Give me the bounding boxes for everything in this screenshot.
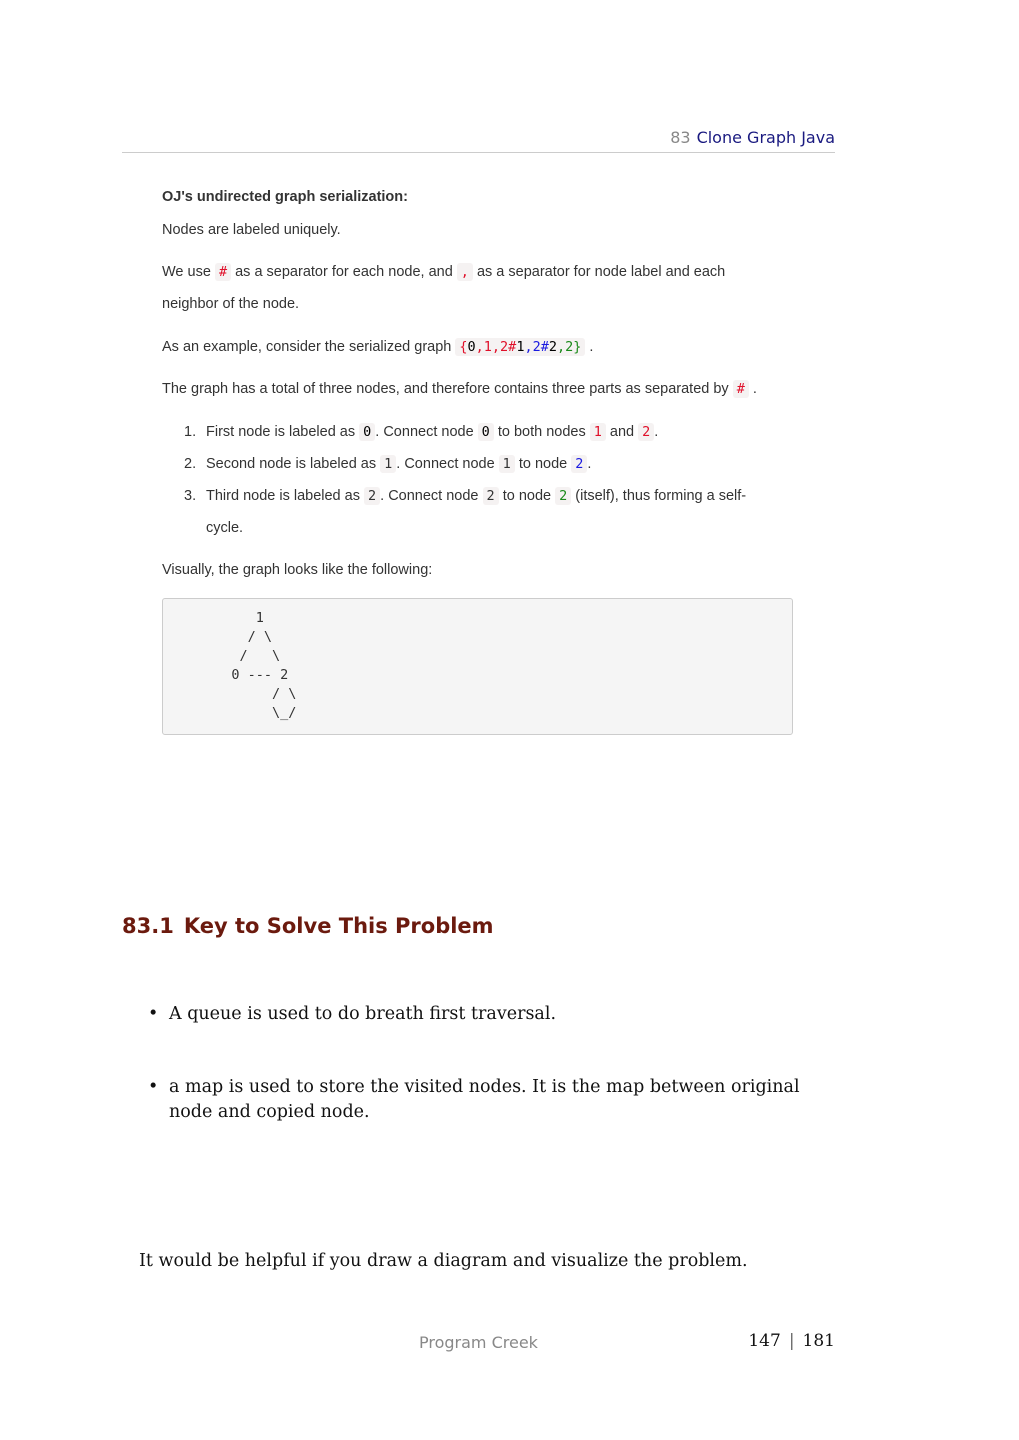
content-heading: OJ's undirected graph serialization:	[162, 189, 408, 205]
closing-paragraph: It would be helpful if you draw a diagram and visualize the problem.	[139, 1251, 748, 1271]
paragraph: As an example, consider the serialized graph {0,1,2#1,2#2,2} .	[162, 339, 594, 355]
bullet-item: • A queue is used to do breath first traversal.	[148, 1004, 557, 1024]
footer-title: Program Creek	[419, 1333, 538, 1352]
paragraph: We use # as a separator for each node, and , as a separator for node label and each	[162, 264, 726, 280]
running-header	[670, 128, 835, 147]
bullet-item: • a map is used to store the visited nodes. It is the map between original node and copied node.	[148, 1077, 800, 1122]
list-item: 1. First node is labeled as 0 . Connect node 0 to both nodes 1 and 2 .	[184, 424, 659, 440]
list-item: 2. Second node is labeled as 1 . Connect node 1 to node 2 .	[184, 456, 592, 472]
code-block	[162, 598, 793, 735]
list-item-continuation: cycle.	[206, 520, 244, 536]
graph-ascii-art: 1 / \ / \ 0 --- 2 / \ \_/	[231, 610, 297, 721]
list-item: 3. Third node is labeled as 2 . Connect node 2 to node 2 (itself), thus forming a self-	[184, 488, 747, 504]
section-heading: 83.1 Key to Solve This Problem	[122, 914, 494, 938]
paragraph: Nodes are labeled uniquely.	[162, 222, 341, 238]
chapter-title[interactable]: Clone Graph Java	[696, 128, 835, 147]
chapter-number: 83	[670, 128, 691, 147]
serialized-graph: {0,1,2#1,2#2,2}	[455, 338, 585, 356]
header-rule	[122, 152, 835, 153]
paragraph: neighbor of the node.	[162, 296, 300, 312]
paragraph: Visually, the graph looks like the following:	[162, 562, 433, 578]
paragraph: The graph has a total of three nodes, and therefore contains three parts as separated by # .	[162, 381, 757, 397]
page-number: 147 | 181	[748, 1331, 835, 1351]
